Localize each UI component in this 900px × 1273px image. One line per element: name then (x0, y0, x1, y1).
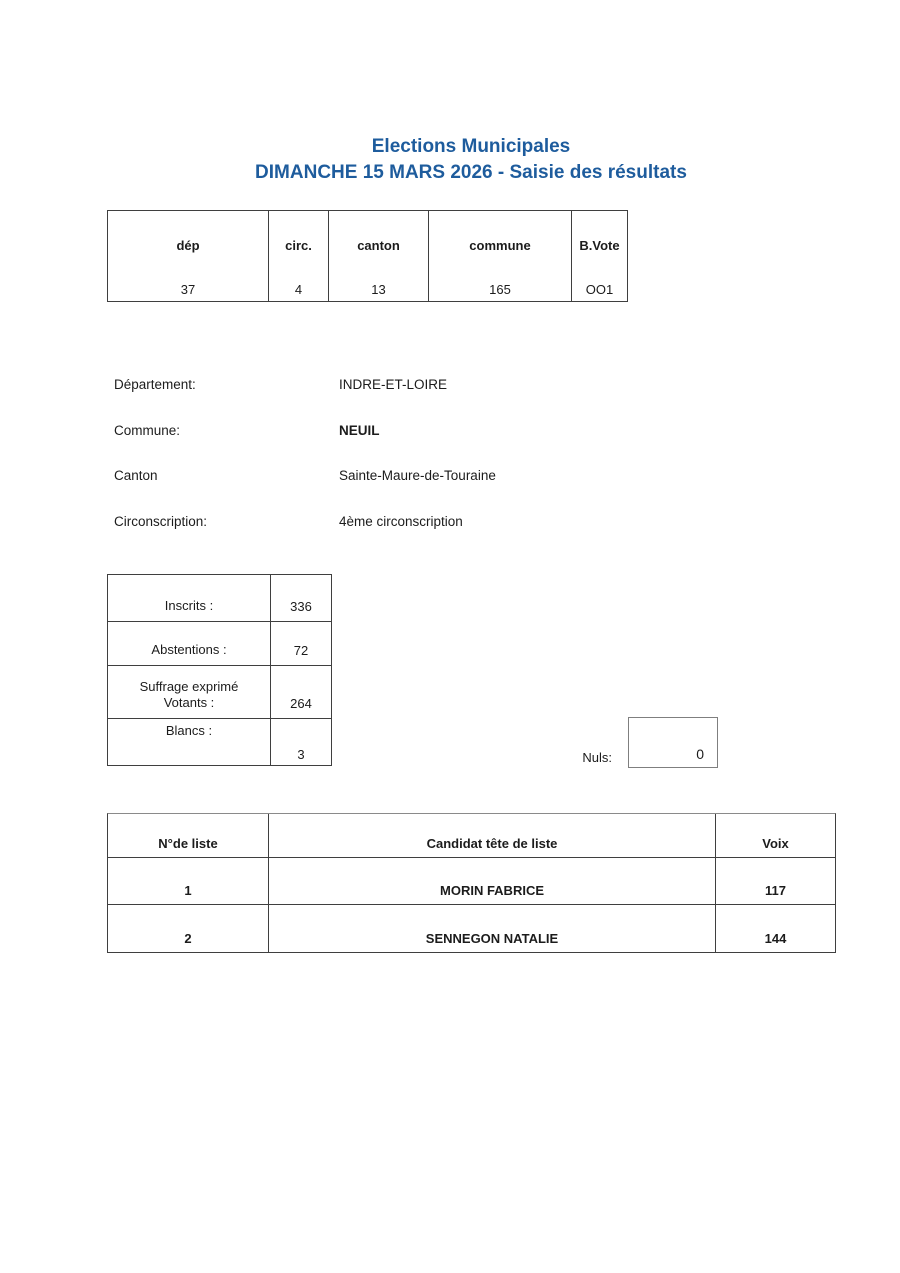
title-line-2: DIMANCHE 15 MARS 2026 - Saisie des résultats (255, 162, 687, 183)
row1-liste: 1 (108, 858, 269, 904)
loc-col-commune (429, 211, 572, 301)
loc-header-circ: circ. (285, 238, 312, 253)
info-row-departement (114, 377, 764, 392)
commune-value: NEUIL (339, 423, 380, 438)
results-row-1 (108, 858, 835, 905)
results-header-voix: Voix (762, 836, 789, 851)
loc-col-canton (329, 211, 429, 301)
loc-value-bvote: OO1 (585, 282, 614, 297)
info-row-circonscription (114, 514, 764, 529)
participation-row-blancs (108, 719, 331, 765)
inscrits-value: 336 (290, 599, 312, 614)
loc-col-dep (108, 211, 269, 301)
loc-value-commune: 165 (489, 282, 511, 297)
results-header-row (108, 814, 835, 858)
abstentions-label-text: Abstentions : (151, 642, 227, 657)
page-title (0, 134, 900, 186)
canton-value: Sainte-Maure-de-Touraine (339, 468, 496, 483)
votants-label-line2: Votants : (163, 695, 215, 710)
blancs-value: 3 (297, 747, 305, 762)
participation-table (107, 574, 332, 766)
location-code-table (107, 210, 628, 302)
blancs-label (108, 719, 271, 765)
loc-col-bvote (572, 211, 627, 301)
nuls-value-box (628, 717, 718, 768)
results-header-liste: N°de liste (108, 814, 269, 857)
results-row-2 (108, 905, 835, 952)
row2-candidat: SENNEGON NATALIE (269, 905, 716, 952)
participation-row-votants (108, 666, 331, 719)
circonscription-value: 4ème circonscription (339, 514, 463, 529)
inscrits-label (108, 575, 271, 621)
participation-row-abstentions (108, 622, 331, 666)
row2-liste: 2 (108, 905, 269, 952)
votants-value: 264 (290, 696, 312, 711)
votants-label (108, 666, 271, 718)
loc-value-dep: 37 (180, 282, 196, 297)
loc-header-bvote: B.Vote (579, 238, 620, 253)
circonscription-label: Circonscription: (114, 514, 208, 529)
departement-label: Département: (114, 377, 196, 392)
title-line-1: Elections Municipales (371, 136, 571, 157)
loc-header-commune: commune (469, 238, 531, 253)
row1-candidat: MORIN FABRICE (269, 858, 716, 904)
loc-value-canton: 13 (371, 282, 386, 297)
canton-label: Canton (114, 468, 158, 483)
nuls-value: 0 (696, 746, 704, 762)
participation-row-inscrits (108, 575, 331, 622)
info-row-canton (114, 468, 764, 483)
results-table (107, 813, 836, 953)
votants-label-line1: Suffrage exprimé (139, 679, 239, 694)
abstentions-value: 72 (293, 643, 309, 658)
loc-header-canton: canton (357, 238, 400, 253)
row1-voix: 117 (765, 883, 786, 898)
loc-header-dep: dép (176, 238, 200, 253)
commune-label: Commune: (114, 423, 181, 438)
inscrits-label-text: Inscrits : (164, 598, 214, 613)
loc-col-circ (269, 211, 329, 301)
results-header-candidat: Candidat tête de liste (269, 814, 716, 857)
loc-value-circ: 4 (294, 282, 303, 297)
abstentions-label (108, 622, 271, 665)
departement-value: INDRE-ET-LOIRE (339, 377, 448, 392)
info-row-commune (114, 423, 764, 438)
blancs-label-text: Blancs : (165, 723, 213, 738)
nuls-label: Nuls: (582, 750, 612, 765)
row2-voix: 144 (764, 931, 787, 946)
